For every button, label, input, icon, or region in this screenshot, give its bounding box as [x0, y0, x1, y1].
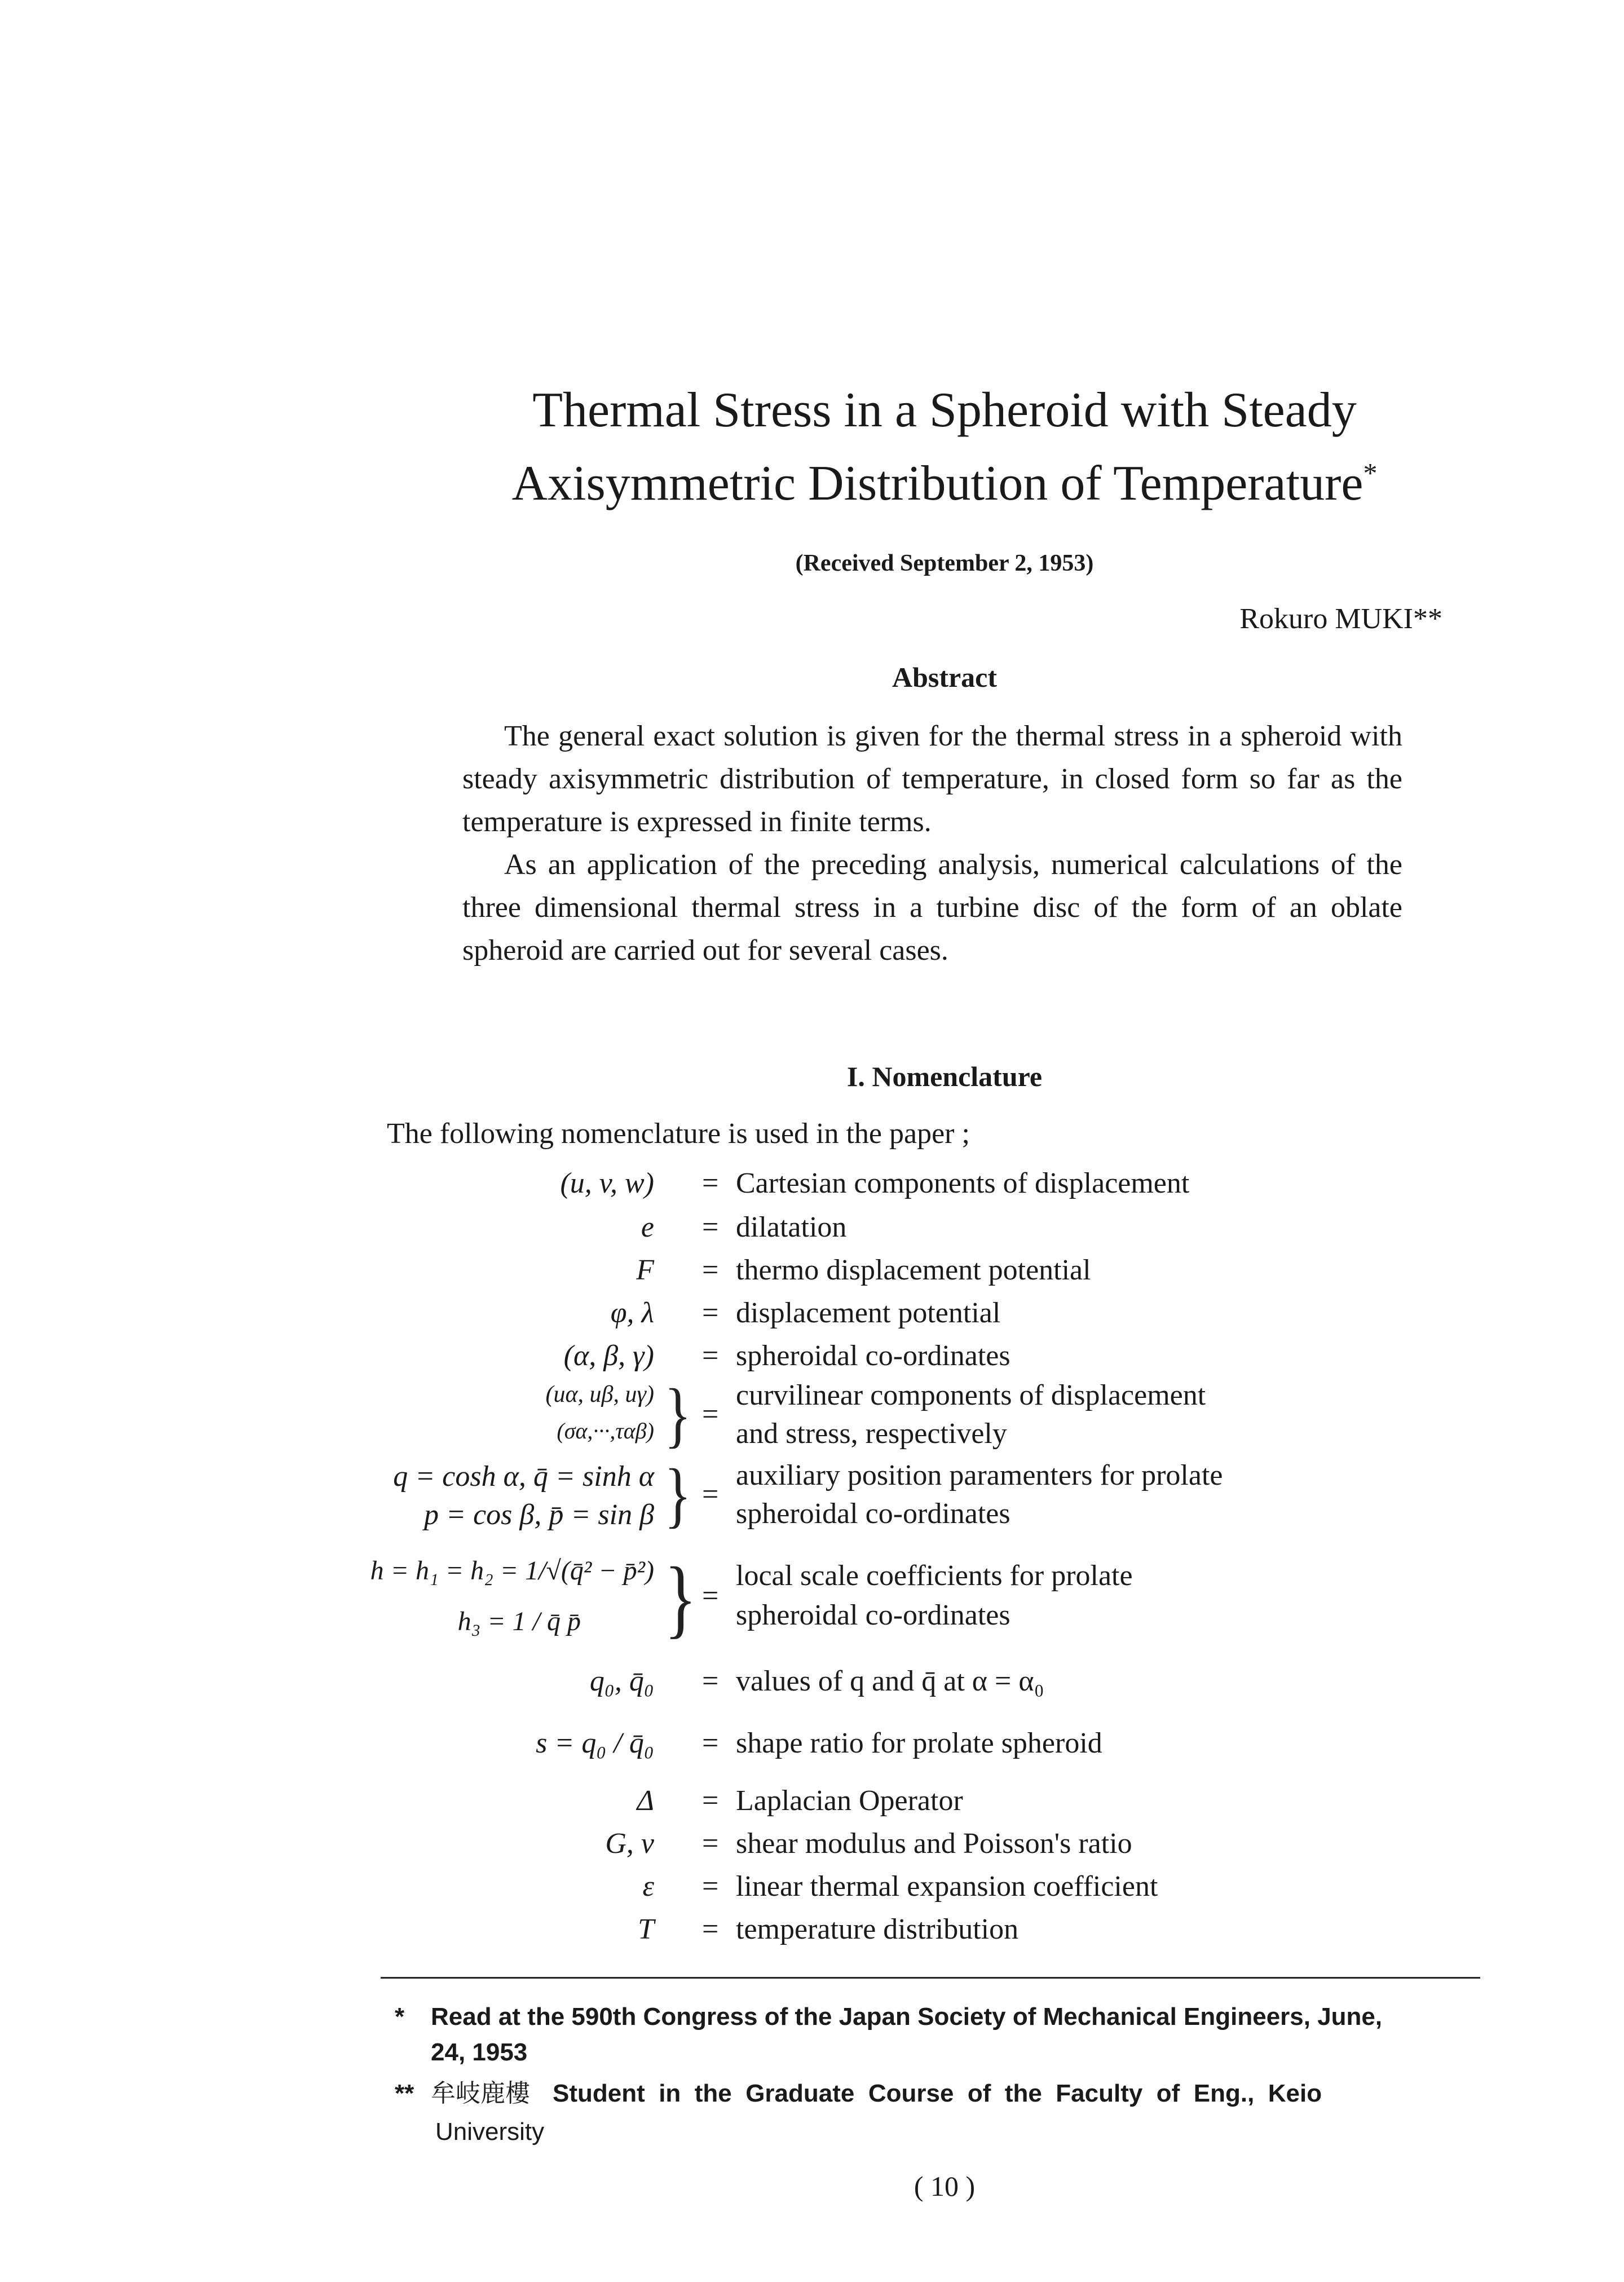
- definition: displacement potential: [736, 1297, 1001, 1329]
- definition: dilatation: [736, 1211, 847, 1243]
- right-brace-icon: }: [664, 1454, 691, 1535]
- symbol: h₃ = 1 / q̄ p̄: [457, 1606, 581, 1636]
- definition: Laplacian Operator: [736, 1785, 963, 1817]
- definition: curvilinear components of displacement: [736, 1379, 1206, 1411]
- equals-sign: =: [702, 1828, 719, 1860]
- equals-sign: =: [702, 1211, 719, 1243]
- equals-sign: =: [702, 1785, 719, 1817]
- author-name-japanese: 牟岐鹿樓: [431, 2079, 530, 2108]
- title-footnote-mark: *: [1363, 457, 1378, 489]
- right-brace-icon: }: [664, 1548, 697, 1647]
- footnote-1-cont: 24, 1953: [431, 2038, 528, 2066]
- symbol: (α, β, γ): [563, 1340, 654, 1372]
- equals-sign: =: [702, 1254, 719, 1286]
- section-heading: I. Nomenclature: [846, 1061, 1043, 1092]
- title-line-2-text: Axisymmetric Distribution of Temperature: [511, 456, 1363, 511]
- title-line-1: Thermal Stress in a Spheroid with Steady: [532, 383, 1357, 438]
- symbol: ε: [642, 1870, 654, 1903]
- abstract-paragraph: The general exact solution is given for the thermal stress in a spheroid with steady axisymmetric distribution of temperature, in closed form so far as the temperature is expressed in finite terms.: [462, 720, 1402, 838]
- footnote-mark: *: [395, 2003, 405, 2031]
- equals-sign: =: [702, 1580, 719, 1612]
- author: Rokuro MUKI**: [1239, 603, 1442, 635]
- equals-sign: =: [702, 1870, 719, 1903]
- footnote-1: [395, 2003, 1382, 2032]
- footnote-divider: [381, 1977, 1480, 1979]
- symbol: Δ: [637, 1785, 654, 1817]
- symbol: φ, λ: [610, 1297, 654, 1329]
- equals-sign: =: [702, 1398, 719, 1431]
- footnote-2: [395, 2080, 1322, 2108]
- symbol: T: [638, 1913, 654, 1945]
- definition: thermo displacement potential: [736, 1254, 1091, 1286]
- symbol: (uα, uβ, uγ): [545, 1381, 654, 1407]
- definition: spheroidal co-ordinates: [736, 1599, 1010, 1631]
- definition: shape ratio for prolate spheroid: [736, 1727, 1102, 1759]
- symbol: (σα,···,ταβ): [557, 1418, 654, 1444]
- symbol: q₀, q̄₀: [589, 1665, 654, 1697]
- equals-sign: =: [702, 1340, 719, 1372]
- received-date: (Received September 2, 1953): [795, 550, 1094, 576]
- footnote-text: Read at the 590th Congress of the Japan Society of Mechanical Engineers, June,: [431, 2003, 1383, 2031]
- equals-sign: =: [702, 1913, 719, 1945]
- page-number: ( 10 ): [914, 2170, 976, 2202]
- footnote-text: Student in the Graduate Course of the Faculty of Eng., Keio: [553, 2080, 1322, 2107]
- footnote-mark: **: [395, 2080, 414, 2107]
- definition: spheroidal co-ordinates: [736, 1340, 1010, 1372]
- definition: Cartesian components of displacement: [736, 1167, 1190, 1199]
- definition: temperature distribution: [736, 1913, 1019, 1945]
- symbol: h = h₁ = h₂ = 1/√(q̄² − p̄²): [370, 1556, 654, 1586]
- abstract-paragraph: As an application of the preceding analysis, numerical calculations of the three dimensional thermal stress in a turbine disc of the form of an oblate spheroid are carried out for several cases.: [462, 849, 1402, 966]
- right-brace-icon: }: [664, 1374, 691, 1455]
- equals-sign: =: [702, 1665, 719, 1697]
- definition: auxiliary position paramenters for prolate: [736, 1459, 1223, 1491]
- nomenclature-intro: The following nomenclature is used in the paper ;: [387, 1118, 970, 1150]
- symbol: p = cos β, p̄ = sin β: [424, 1499, 654, 1531]
- symbol: G, ν: [605, 1828, 654, 1860]
- equals-sign: =: [702, 1167, 719, 1199]
- definition: spheroidal co-ordinates: [736, 1498, 1010, 1530]
- abstract-heading: Abstract: [892, 661, 998, 693]
- definition: and stress, respectively: [736, 1418, 1007, 1450]
- symbol: e: [641, 1211, 654, 1243]
- equals-sign: =: [702, 1297, 719, 1329]
- symbol: (u, v, w): [560, 1167, 654, 1199]
- definition: values of q and q̄ at α = α₀: [736, 1665, 1044, 1697]
- symbol: s = q₀ / q̄₀: [536, 1727, 654, 1759]
- definition: shear modulus and Poisson's ratio: [736, 1828, 1132, 1860]
- symbol: F: [636, 1254, 654, 1286]
- symbol: q = cosh α, q̄ = sinh α: [393, 1460, 654, 1493]
- definition: linear thermal expansion coefficient: [736, 1870, 1158, 1903]
- equals-sign: =: [702, 1727, 719, 1759]
- footnote-2-cont: University: [435, 2118, 545, 2146]
- definition: local scale coefficients for prolate: [736, 1560, 1133, 1592]
- equals-sign: =: [702, 1478, 719, 1511]
